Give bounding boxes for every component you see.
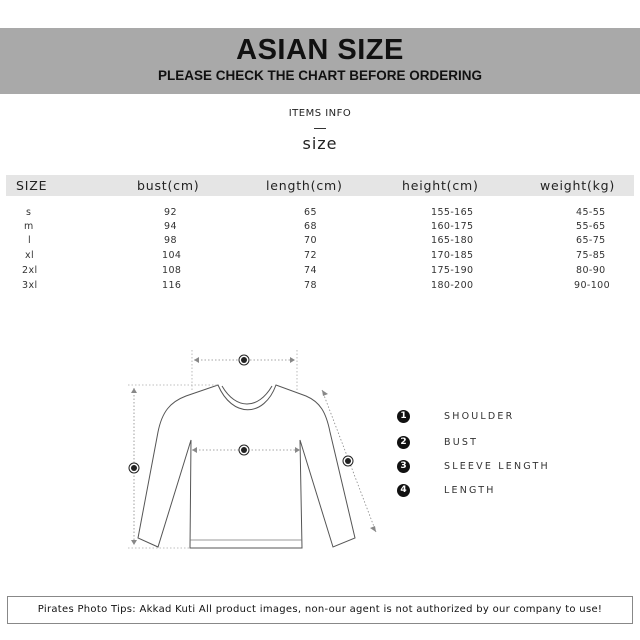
items-info-label: ITEMS INFO [288,108,352,119]
legend-label-shoulder: SHOULDER [444,411,515,422]
marker-4 [129,463,139,473]
table-cell: 180-200 [431,280,474,291]
marker-2 [239,445,249,455]
marker-1 [239,355,249,365]
table-cell: 3xl [22,280,38,291]
table-cell: 65 [304,207,317,218]
table-cell: 98 [164,235,177,246]
legend-label-length: LENGTH [444,485,496,496]
table-cell: 94 [164,221,177,232]
table-cell: 155-165 [431,207,474,218]
footer-notice: Pirates Photo Tips: Akkad Kuti All product images, non-our agent is not authorized by our company to use! [7,596,633,624]
header-size: SIZE [16,178,48,193]
legend-number-4: 4 [397,484,410,497]
table-cell: m [24,221,34,232]
table-cell: 70 [304,235,317,246]
table-cell: l [28,235,32,246]
banner-subtitle: PLEASE CHECK THE CHART BEFORE ORDERING [157,68,483,83]
table-cell: 165-180 [431,235,474,246]
table-cell: 68 [304,221,317,232]
table-cell: 2xl [22,265,38,276]
table-cell: 78 [304,280,317,291]
legend-number-1: 1 [397,410,410,423]
marker-3 [343,456,353,466]
table-cell: 55-65 [576,221,606,232]
table-cell: 104 [162,250,182,261]
table-cell: xl [25,250,35,261]
table-cell: 45-55 [576,207,606,218]
table-cell: 75-85 [576,250,606,261]
table-cell: 74 [304,265,317,276]
table-cell: 65-75 [576,235,606,246]
table-cell: 175-190 [431,265,474,276]
header-bust: bust(cm) [137,178,200,193]
legend-label-sleeve-length: SLEEVE LENGTH [444,461,550,472]
table-cell: 116 [162,280,182,291]
size-heading: size [302,134,338,153]
shirt-outline [138,385,355,548]
header-length: length(cm) [266,178,343,193]
banner-title: ASIAN SIZE [236,34,404,66]
table-cell: 160-175 [431,221,474,232]
legend-number-2: 2 [397,436,410,449]
header-weight: weight(kg) [540,178,616,193]
table-cell: 92 [164,207,177,218]
table-cell: s [26,207,32,218]
shirt-collar [222,386,272,404]
table-cell: 170-185 [431,250,474,261]
header-height: height(cm) [402,178,479,193]
table-cell: 90-100 [574,280,611,291]
table-cell: 72 [304,250,317,261]
legend-number-3: 3 [397,460,410,473]
legend-label-bust: BUST [444,437,479,448]
table-cell: 108 [162,265,182,276]
table-cell: 80-90 [576,265,606,276]
